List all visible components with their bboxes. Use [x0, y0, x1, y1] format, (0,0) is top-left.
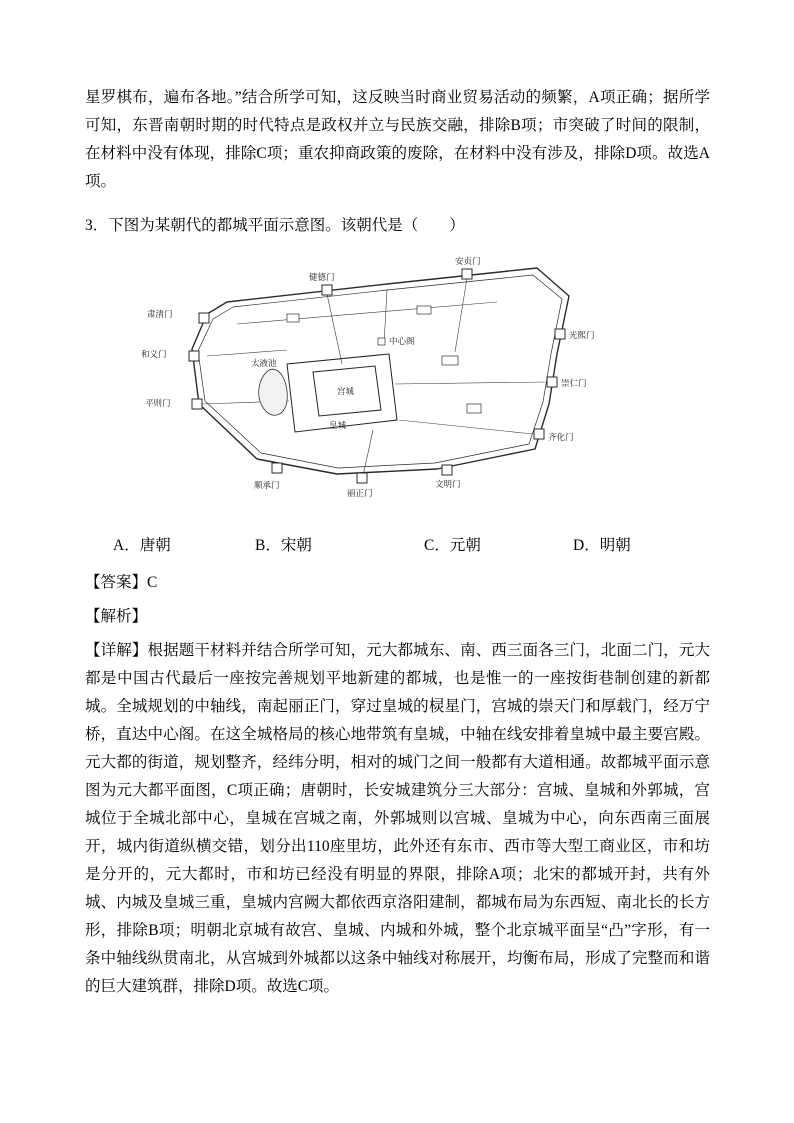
gate-guangxi: [555, 329, 565, 339]
gate-pingze: [192, 399, 202, 409]
map-inner-label: 宫城: [337, 386, 355, 396]
analysis-label: 【解析】: [85, 608, 148, 625]
gate-heyi: [189, 351, 199, 361]
map-gate-label: 崇仁门: [561, 378, 587, 388]
question-3-options: [85, 531, 710, 561]
lake-shape: [259, 369, 288, 415]
gate-suqing: [199, 313, 209, 323]
option-a: A．唐朝: [113, 537, 171, 554]
outer-wall-inner-line: [198, 275, 562, 468]
yuan-dadu-map: [137, 244, 617, 516]
map-inner-label: 中心阁: [389, 336, 415, 346]
question-3-stem: 3．下图为某朝代的都城平面示意图。该朝代是（ ）: [85, 217, 465, 234]
central-pavilion-mark: [378, 338, 385, 345]
map-gate-label: 顺承门: [254, 480, 280, 490]
map-inner-label: 皇城: [329, 420, 347, 430]
map-gate-label: 肃清门: [147, 309, 173, 319]
map-gate-label: 文明门: [435, 479, 461, 489]
gate-anzhen: [462, 269, 472, 279]
map-gate-label: 平则门: [145, 398, 171, 408]
previous-question-explanation: 星罗棋布，遍布各地。”结合所学可知，这反映当时商业贸易活动的频繁，A项正确；据所学可知，东晋南朝时期的时代特点是政权并立与民族交融，排除B项；市突破了时间的限制，在材料中没有体现，排除C项；重农抑商政策的废除，在材料中没有涉及，排除D项。故选A项。: [85, 89, 710, 190]
answer-line: 【答案】C: [85, 574, 158, 591]
gate-jiande: [322, 285, 332, 295]
gate-chongren: [547, 377, 557, 387]
map-gate-label: 健德门: [309, 272, 335, 282]
gate-qihua: [534, 429, 544, 439]
map-gate-label: 丽正门: [347, 488, 373, 498]
outer-wall: [192, 268, 569, 474]
map-gate-label: 光熙门: [569, 330, 595, 340]
option-b: B．宋朝: [255, 537, 312, 554]
map-gate-label: 齐化门: [548, 432, 574, 442]
map-gate-label: 和义门: [141, 349, 167, 359]
gate-shuncheng: [272, 463, 282, 473]
capital-city-map-figure: [137, 244, 617, 521]
map-inner-label: 太液池: [251, 358, 277, 368]
gate-lizheng: [357, 473, 367, 483]
option-d: D．明朝: [573, 537, 631, 554]
option-c: C．元朝: [424, 537, 481, 554]
gate-wenming: [442, 465, 452, 475]
map-gate-label: 安贞门: [455, 256, 481, 266]
detail-explanation: 【详解】根据题干材料并结合所学可知，元大都城东、南、西三面各三门，北面二门，元大都是中国古代最后一座按完善规划平地新建的都城，也是惟一的一座按街巷制创建的新都城。全城规划的中轴线，南起丽正门，穿过皇城的棂星门，宫城的崇天门和厚载门，经万宁桥，直达中心阁。在这全城格局的核心地带筑有皇城，中轴在线安排着皇城中最主要宫殿。元大都的街道，规划整齐，经纬分明，相对的城门之间一般都有大道相通。故都城平面示意图为元大都平面图，C项正确；唐朝时，长安城建筑分三大部分：宫城、皇城和外郭城，宫城位于全城北部中心，皇城在宫城之南，外郭城则以宫城、皇城为中心，向东西南三面展开，城内街道纵横交错，划分出110座里坊，此外还有东市、西市等大型工商业区，市和坊是分开的，元大都时，市和坊已经没有明显的界限，排除A项；北宋的都城开封，共有外城、内城及皇城三重，皇城内宫阙大都依西京洛阳建制，都城布局为东西短、南北长的长方形，排除B项；明朝北京城有故宫、皇城、内城和外城，整个北京城平面呈“凸”字形，有一条中轴线纵贯南北，从宫城到外城都以这条中轴线对称展开，均衡布局，形成了完整而和谐的巨大建筑群，排除D项。故选C项。: [85, 642, 710, 995]
